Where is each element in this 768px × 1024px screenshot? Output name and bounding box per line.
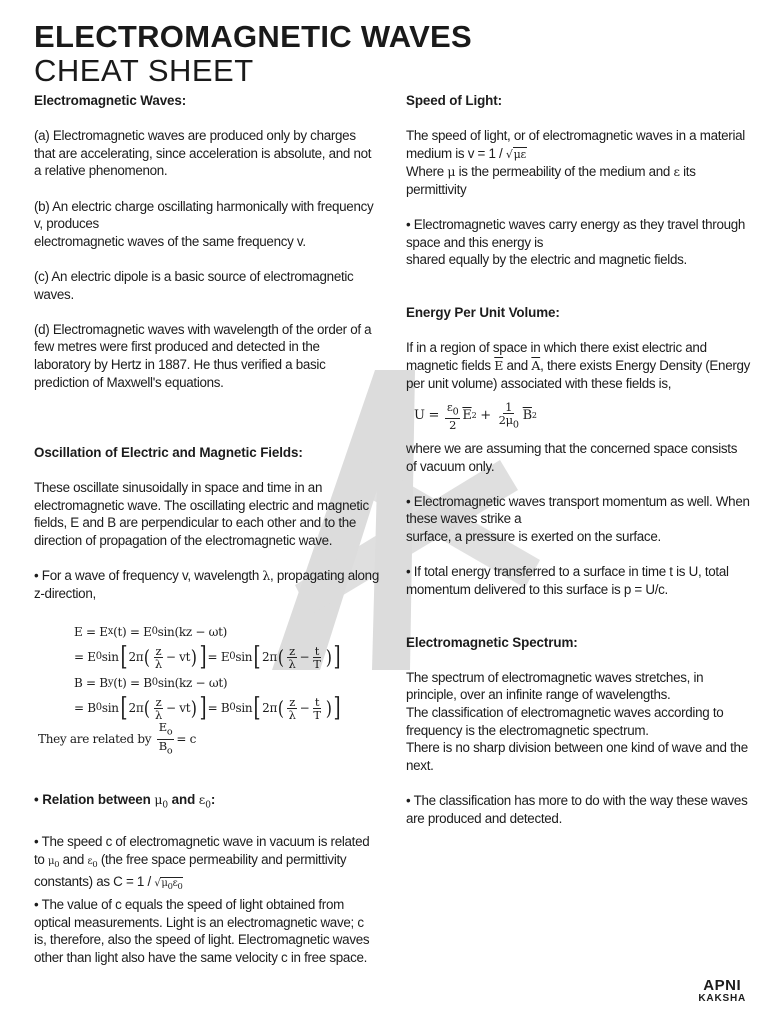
oscillation-text: These oscillate sinusoidally in space and time in an electromagnetic wave. The oscillating electric and magnetic fields, E and B are perpendicular to each other and to the direction of propagation of the electromagnetic wave. xyxy=(34,480,369,548)
right-column xyxy=(406,92,751,827)
spectrum-text-3: There is no sharp division between one kind of wave and the next. xyxy=(406,740,748,773)
equation-b-line1: B = B y (t) = B 0 sin(kz − ωt) xyxy=(74,675,228,690)
speed-text-1: The speed of light, or of electromagnetic waves in a material medium is v = 1 / √με xyxy=(406,128,745,161)
spectrum-bullet-1: • The classification has more to do with the way these waves are produced and detected. xyxy=(406,792,748,826)
energy-bullet-1a: • Electromagnetic waves transport momentum as well. When these waves strike a xyxy=(406,493,750,527)
equation-b-line2: = B 0 sin [ 2π ( $\frac{z}{\lambda}$ − vt ) ] = B 0 sin [ 2π ( $\frac{z}{\lambda}$ − $\frac{t}{T}$ ) ] xyxy=(74,693,341,724)
em-point-b2: electromagnetic waves of the same frequency v. xyxy=(34,233,306,249)
section-heading-energy: Energy Per Unit Volume: xyxy=(406,305,560,321)
wave-equations xyxy=(38,620,379,756)
equation-e-line2: = E 0 sin [ 2π ( $\frac{z}{\lambda}$ − vt ) ] = E 0 sin [ 2π ( $\frac{z}{\lambda}$ − $\frac{t}{T}$ ) ] xyxy=(74,642,341,673)
page-title: ELECTROMAGNETIC WAVES xyxy=(34,19,473,54)
speed-bullet-1: • Electromagnetic waves carry energy as they travel through space and this energy is xyxy=(406,217,746,250)
logo-line-2: KAKSHA xyxy=(698,993,746,1004)
em-point-d: (d) Electromagnetic waves with wavelength of the order of a few metres were first produced and detected in the laboratory by Hertz in 1887. He thus verified a basic prediction of Maxwell's equations. xyxy=(34,321,372,390)
brand-logo xyxy=(698,978,746,1004)
energy-density-equation: U = $\frac{\varepsilon_0}{2}$ $\overline{E}$ 2 + $\frac{1}{2\mu_0}$ $\overline{B}$ 2 xyxy=(414,399,537,433)
energy-text-2: where we are assuming that the concerned space consists of vacuum only. xyxy=(406,441,738,474)
page-header xyxy=(34,20,472,88)
section-heading-relation: • Relation between $\mu_0$ and $\varepsilon_0$: xyxy=(34,792,216,812)
energy-text-1: If in a region of space in which there exist electric and magnetic fields $\overline{E}$ and $\overline{A}$, there exists Energy Density (Energy per unit volume) associated with these fields is, xyxy=(406,340,751,391)
section-heading-spectrum: Electromagnetic Spectrum: xyxy=(406,634,578,650)
relation-text-2: • The value of c equals the speed of light obtained from optical measurements. Light is an electromagnetic wave; c is, therefore, also the speed of light. Electromagnetic waves other than light also have the same velocity c in free space. xyxy=(34,897,370,965)
energy-bullet-1b: surface, a pressure is exerted on the surface. xyxy=(406,529,661,545)
equation-e-line1: E = E x (t) = E 0 sin(kz − ωt) xyxy=(74,624,228,639)
logo-line-1: APNI xyxy=(703,977,742,994)
section-heading-speed: Speed of Light: xyxy=(406,93,502,108)
relation-text-1: • The speed c of electromagnetic wave in vacuum is related to $\mu_0$ and $\varepsilon_0$ (the free space permeability and permittivity constants) as $C = 1 / √\mu_0\varepsilon_0$ xyxy=(34,834,370,892)
section-heading-oscillation: Oscillation of Electric and Magnetic Fields: xyxy=(34,444,303,460)
em-point-c: (c) An electric dipole is a basic source of electromagnetic waves. xyxy=(34,268,354,302)
em-point-b1: (b) An electric charge oscillating harmonically with frequency v, produces xyxy=(34,198,374,232)
spectrum-text-2: The classification of electromagnetic waves according to frequency is the electromagnetic spectrum. xyxy=(406,705,724,738)
equation-relation: They are related by $\frac{E_o}{B_o}$ = c xyxy=(38,720,197,757)
speed-bullet-2: shared equally by the electric and magnetic fields. xyxy=(406,252,687,268)
energy-bullet-2: • If total energy transferred to a surface in time t is U, total momentum delivered to this surface is p = U/c. xyxy=(406,564,729,597)
em-point-a: (a) Electromagnetic waves are produced only by charges that are accelerating, since acceleration is absolute, and not a relative phenomenon. xyxy=(34,128,372,179)
left-column xyxy=(34,92,379,966)
spectrum-text-1: The spectrum of electromagnetic waves stretches, in principle, over an infinite range of wavelengths. xyxy=(406,669,704,703)
page-subtitle: CHEAT SHEET xyxy=(34,53,254,88)
oscillation-bullet: • For a wave of frequency v, wavelength λ, propagating along z-direction, xyxy=(34,568,379,601)
section-heading-em-waves: Electromagnetic Waves: xyxy=(34,93,187,108)
speed-text-2: Where μ is the permeability of the medium and ε its permittivity xyxy=(406,164,696,197)
lambda-symbol: λ xyxy=(262,568,271,584)
